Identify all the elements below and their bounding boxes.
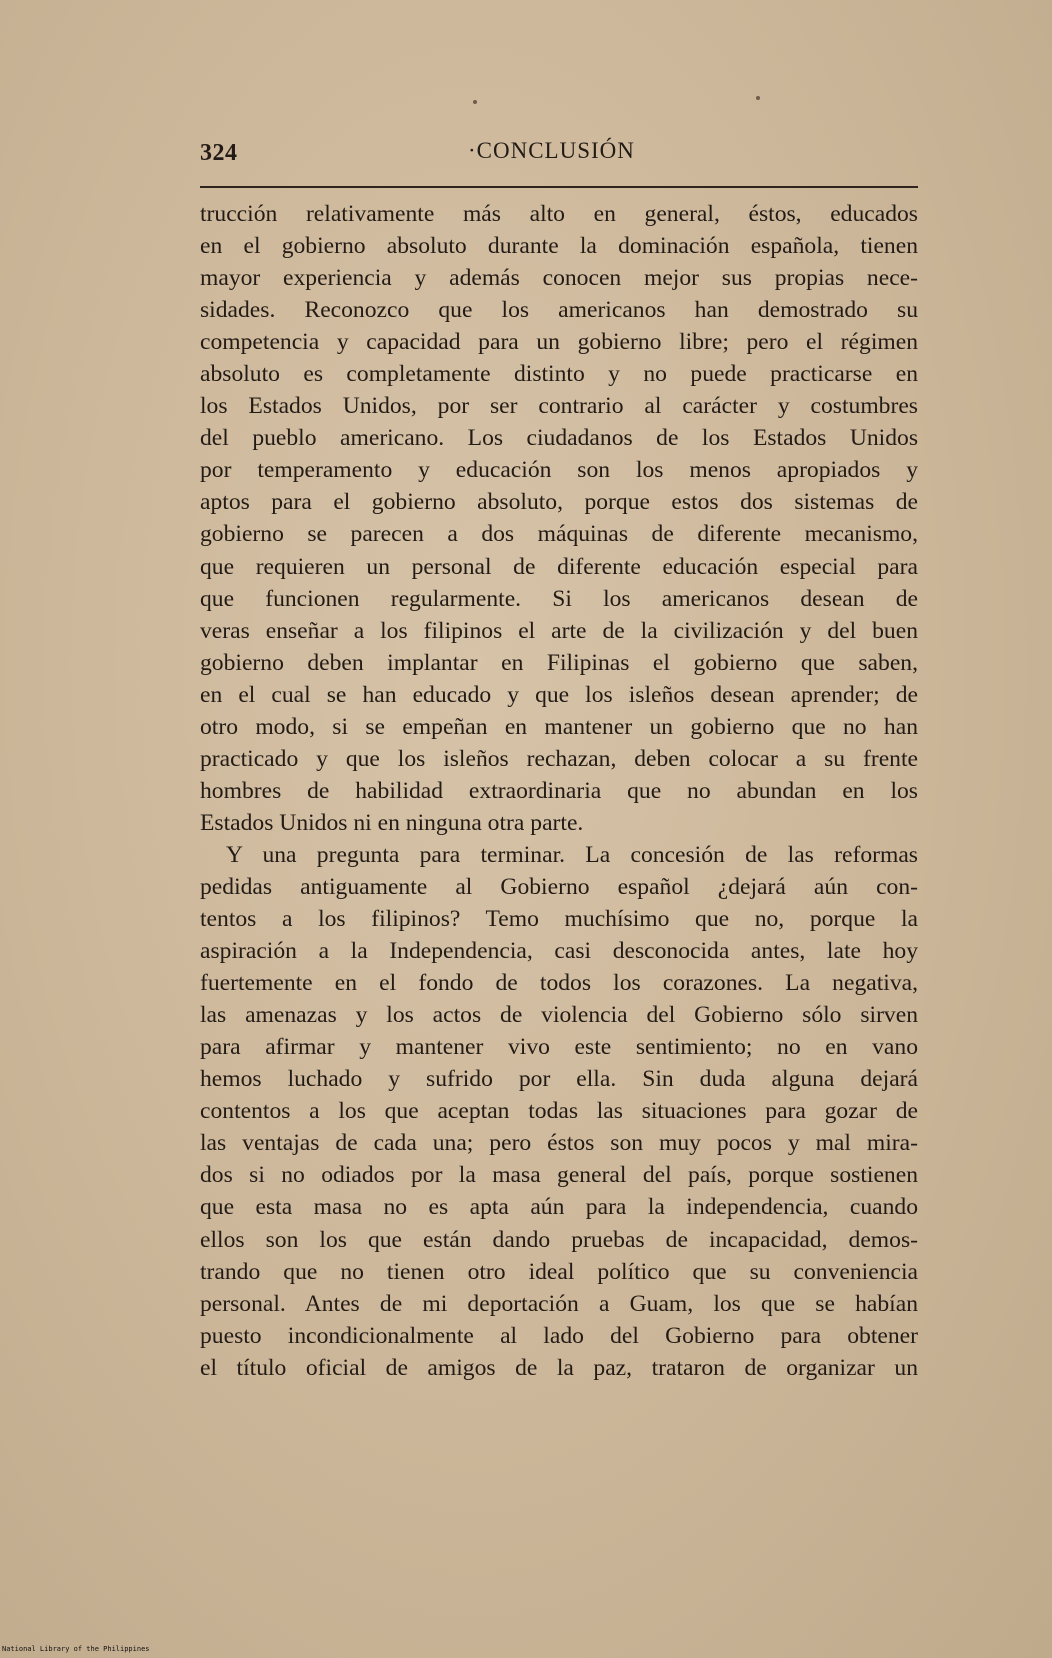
- text-line: puesto incondicionalmente al lado del Gobierno para obtener: [200, 1322, 918, 1349]
- text-line: en el gobierno absoluto durante la dominación española, tienen: [200, 233, 918, 260]
- text-line: las amenazas y los actos de violencia del Gobierno sólo sirven: [200, 1002, 918, 1029]
- text-line: sidades. Reconozco que los americanos han demostrado su: [200, 297, 918, 324]
- text-line: hemos luchado y sufrido por ella. Sin duda alguna dejará: [200, 1066, 918, 1093]
- text-line: que funcionen regularmente. Si los americanos desean de: [200, 585, 918, 612]
- text-line: en el cual se han educado y que los isleños desean aprender; de: [200, 681, 918, 708]
- running-head: ·CONCLUSIÓN: [468, 138, 635, 163]
- text-line-paragraph-start: Y una pregunta para terminar. La concesión de las reformas: [226, 841, 918, 868]
- text-line: el título oficial de amigos de la paz, trataron de organizar un: [200, 1354, 918, 1381]
- text-line: veras enseñar a los filipinos el arte de la civilización y del buen: [200, 617, 918, 644]
- text-line: trando que no tienen otro ideal político que su conveniencia: [200, 1258, 918, 1285]
- text-line: para afirmar y mantener vivo este sentimiento; no en vano: [200, 1034, 918, 1061]
- body-text: [200, 198, 918, 1384]
- text-line: contentos a los que aceptan todas las situaciones para gozar de: [200, 1098, 918, 1125]
- text-line-paragraph-end: Estados Unidos ni en ninguna otra parte.: [200, 809, 584, 836]
- text-line: aptos para el gobierno absoluto, porque estos dos sistemas de: [200, 489, 918, 516]
- text-line: absoluto es completamente distinto y no puede practicarse en: [200, 361, 918, 388]
- page-number: 324: [200, 140, 238, 166]
- paper-speck: [756, 96, 760, 100]
- text-line: del pueblo americano. Los ciudadanos de los Estados Unidos: [200, 425, 918, 452]
- text-line: por temperamento y educación son los menos apropiados y: [200, 457, 918, 484]
- text-line: practicado y que los isleños rechazan, deben colocar a su frente: [200, 745, 918, 772]
- text-line: gobierno se parecen a dos máquinas de diferente mecanismo,: [200, 521, 918, 548]
- text-line: pedidas antiguamente al Gobierno español ¿dejará aún con-: [200, 873, 918, 900]
- text-line: que requieren un personal de diferente educación especial para: [200, 553, 918, 580]
- header-rule: [200, 186, 918, 188]
- paper-speck: [473, 100, 477, 104]
- text-line: los Estados Unidos, por ser contrario al carácter y costumbres: [200, 393, 918, 420]
- text-line: que esta masa no es apta aún para la independencia, cuando: [200, 1194, 918, 1221]
- text-line: ellos son los que están dando pruebas de incapacidad, demos-: [200, 1226, 918, 1253]
- text-line: otro modo, si se empeñan en mantener un gobierno que no han: [200, 713, 918, 740]
- text-line: fuertemente en el fondo de todos los corazones. La negativa,: [200, 970, 918, 997]
- page-header: [200, 138, 920, 174]
- library-credit: National Library of the Philippines: [2, 1645, 150, 1653]
- text-line: dos si no odiados por la masa general del país, porque sostienen: [200, 1162, 918, 1189]
- text-line: competencia y capacidad para un gobierno libre; pero el régimen: [200, 329, 918, 356]
- text-line: hombres de habilidad extraordinaria que no abundan en los: [200, 777, 918, 804]
- text-line: aspiración a la Independencia, casi desconocida antes, late hoy: [200, 938, 918, 965]
- text-line: trucción relativamente más alto en general, éstos, educados: [200, 201, 918, 227]
- text-line: las ventajas de cada una; pero éstos son muy pocos y mal mira-: [200, 1130, 918, 1157]
- text-line: tentos a los filipinos? Temo muchísimo que no, porque la: [200, 906, 918, 933]
- text-line: personal. Antes de mi deportación a Guam, los que se habían: [200, 1290, 918, 1317]
- text-line: gobierno deben implantar en Filipinas el gobierno que saben,: [200, 649, 918, 676]
- text-line: mayor experiencia y además conocen mejor sus propias nece-: [200, 265, 918, 292]
